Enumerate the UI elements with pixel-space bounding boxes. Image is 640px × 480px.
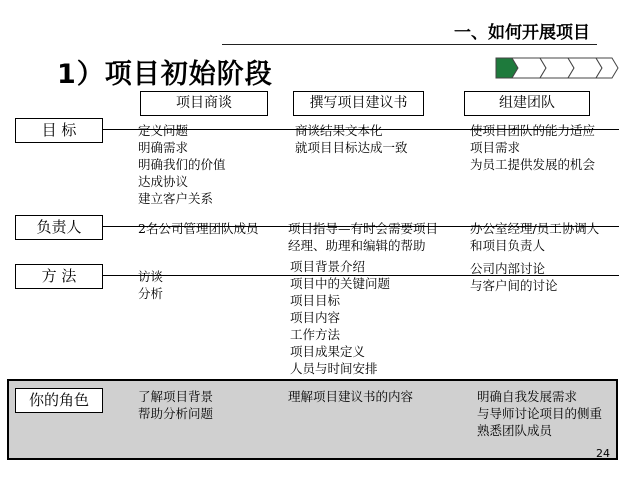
list-item: 和项目负责人: [470, 238, 546, 253]
list-item: 为员工提供发展的机会: [470, 157, 596, 172]
list-item: 与导师讨论项目的侧重: [477, 406, 603, 421]
list-item: 商谈结果文本化: [295, 123, 383, 138]
cell-goal-proposal: [295, 122, 408, 156]
row-label-method: 方 法: [15, 264, 103, 289]
list-item: 使项目团队的能力适应: [470, 123, 596, 138]
list-item: 项目中的关键问题: [290, 276, 391, 291]
list-item: 帮助分析问题: [138, 406, 214, 421]
list-item: 明确自我发展需求: [477, 389, 578, 404]
list-item: 建立客户关系: [138, 191, 214, 206]
page-number: 24: [596, 447, 610, 460]
header-rule: [222, 44, 597, 45]
list-item: 公司内部讨论: [470, 261, 546, 276]
cell-role-proposal: [288, 388, 413, 405]
cell-goal-team: [470, 122, 595, 173]
cell-owner-negotiation: [138, 220, 258, 237]
row-label-role: 你的角色: [15, 388, 103, 413]
list-item: 与客户间的讨论: [470, 278, 558, 293]
list-item: 项目内容: [290, 310, 341, 325]
list-item: 访谈: [138, 269, 164, 284]
row-label-owner: 负责人: [15, 215, 103, 240]
list-item: 项目指导—有时会需要项目: [288, 221, 439, 236]
list-item: 经理、助理和编辑的帮助: [288, 238, 426, 253]
list-item: 明确我们的价值: [138, 157, 226, 172]
list-item: 定义问题: [138, 123, 189, 138]
list-item: 项目目标: [290, 293, 341, 308]
list-item: 工作方法: [290, 327, 341, 342]
cell-goal-negotiation: [138, 122, 226, 207]
list-item: 2名公司管理团队成员: [138, 221, 259, 236]
list-item: 项目背景介绍: [290, 259, 366, 274]
list-item: 达成协议: [138, 174, 189, 189]
row-label-goal: 目 标: [15, 118, 103, 143]
column-header-team: 组建团队: [464, 91, 590, 116]
list-item: 理解项目建议书的内容: [288, 389, 414, 404]
progress-chevrons: [495, 57, 620, 79]
page-title: 1）项目初始阶段: [57, 59, 273, 90]
cell-owner-proposal: [288, 220, 438, 254]
list-item: 就项目目标达成一致: [295, 140, 408, 155]
column-header-proposal: 撰写项目建议书: [293, 91, 424, 116]
cell-method-negotiation: [138, 268, 163, 302]
cell-role-team: [477, 388, 602, 439]
list-item: 熟悉团队成员: [477, 423, 553, 438]
cell-method-team: [470, 260, 558, 294]
list-item: 分析: [138, 286, 164, 301]
cell-role-negotiation: [138, 388, 213, 422]
list-item: 项目成果定义: [290, 344, 366, 359]
list-item: 明确需求: [138, 140, 189, 155]
list-item: 人员与时间安排: [290, 361, 378, 376]
cell-owner-team: [470, 220, 599, 254]
column-header-negotiation: 项目商谈: [140, 91, 268, 116]
list-item: 项目需求: [470, 140, 521, 155]
list-item: 了解项目背景: [138, 389, 214, 404]
list-item: 办公室经理/员工协调人: [470, 221, 600, 236]
cell-method-proposal: [290, 258, 390, 377]
section-title: 一、如何开展项目: [454, 23, 590, 43]
